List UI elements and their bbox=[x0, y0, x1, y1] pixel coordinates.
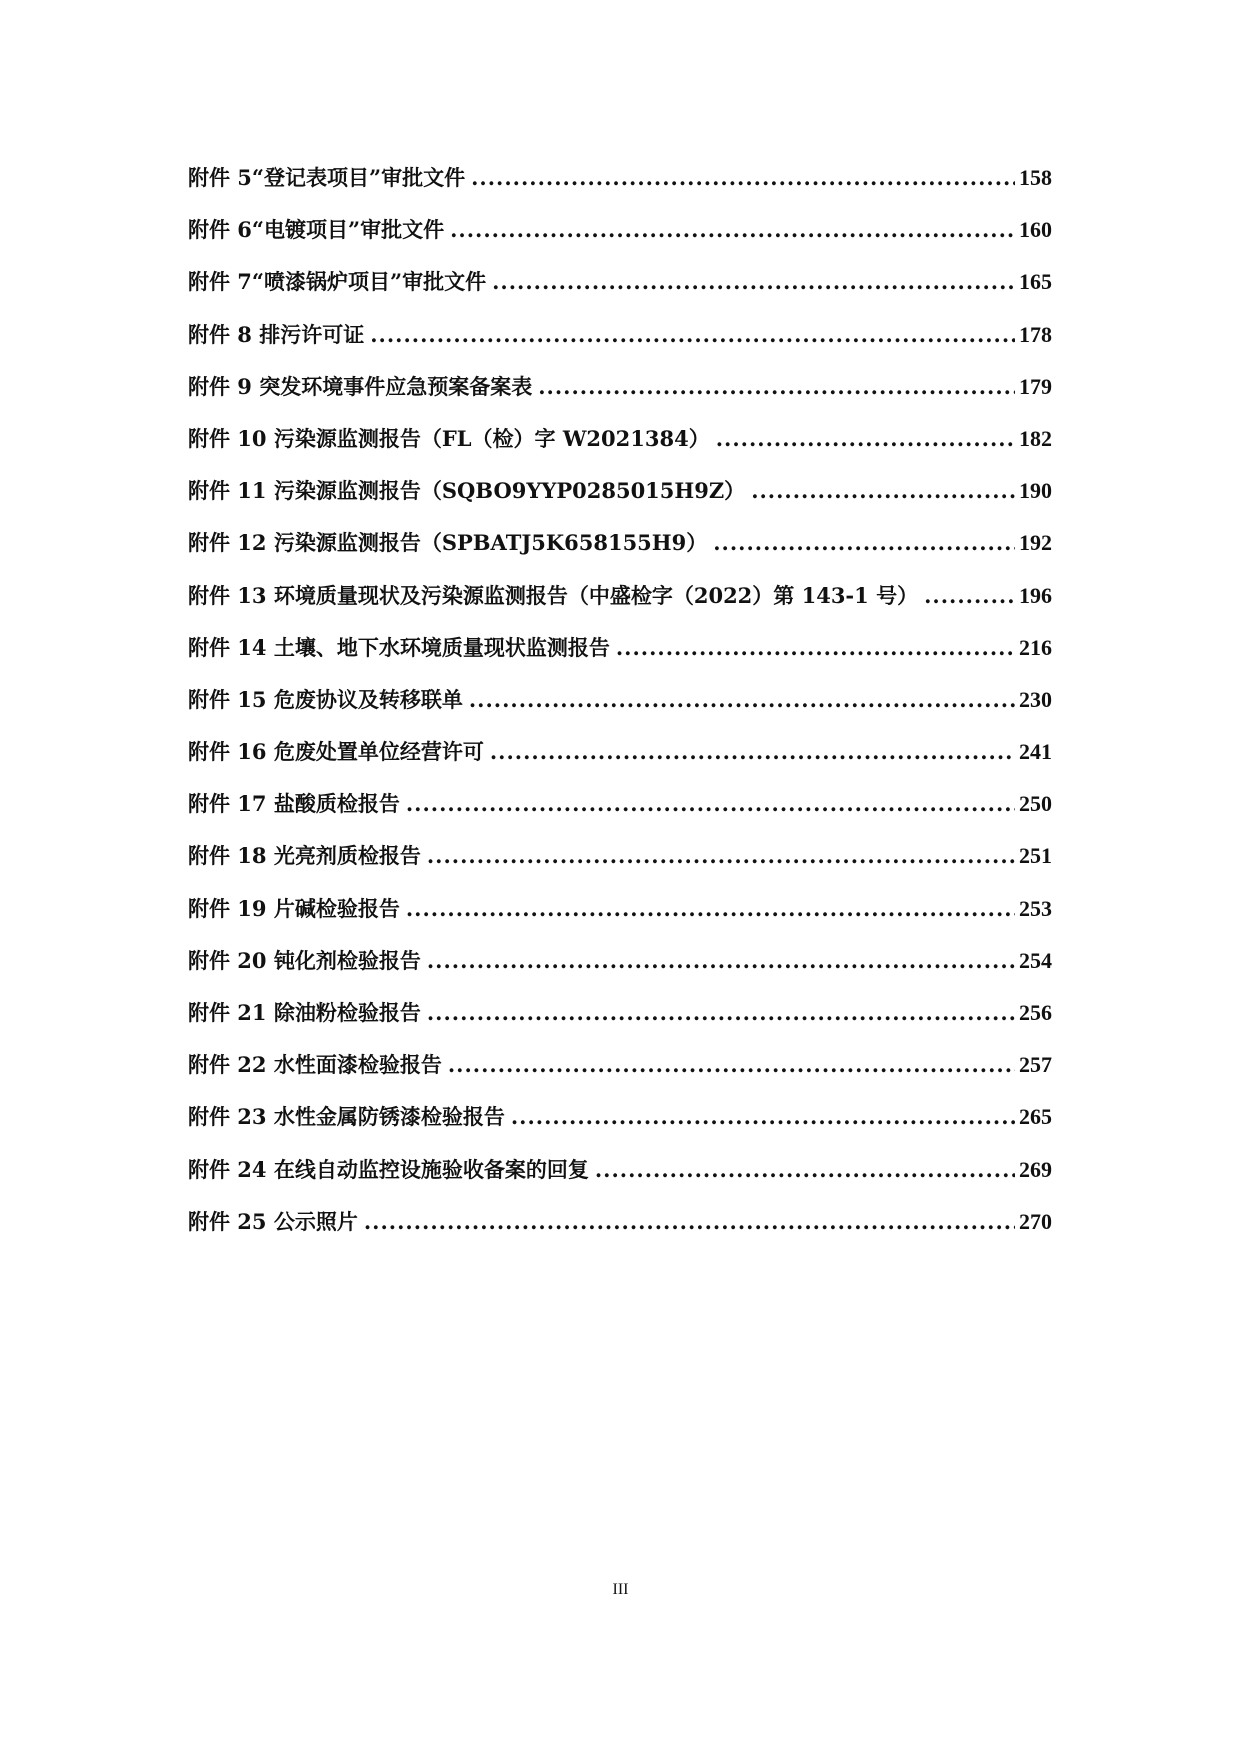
toc-entry-title: 附件 10 污染源监测报告（FL（检）字 W2021384） bbox=[188, 425, 710, 451]
toc-dot-leader bbox=[427, 1000, 1015, 1025]
toc-entry-title: 附件 9 突发环境事件应急预案备案表 bbox=[188, 373, 533, 399]
toc-entry-page: 254 bbox=[1019, 947, 1052, 973]
toc-entry-page: 182 bbox=[1019, 425, 1052, 451]
toc-entry[interactable] bbox=[188, 788, 1052, 840]
toc-entry-page: 190 bbox=[1019, 478, 1052, 504]
toc-dot-leader bbox=[492, 269, 1015, 294]
toc-entry[interactable] bbox=[188, 371, 1052, 423]
toc-dot-leader bbox=[406, 791, 1015, 816]
toc-entry[interactable] bbox=[188, 423, 1052, 475]
toc-entry-page: 269 bbox=[1019, 1156, 1052, 1182]
toc-entry-title: 附件 24 在线自动监控设施验收备案的回复 bbox=[188, 1156, 589, 1182]
toc-entry-title: 附件 12 污染源监测报告（SPBATJ5K658155H9） bbox=[188, 530, 708, 556]
toc-entry[interactable] bbox=[188, 736, 1052, 788]
toc-entry[interactable] bbox=[188, 214, 1052, 266]
toc-entry-title: 附件 13 环境质量现状及污染源监测报告（中盛检字（2022）第 143-1 号） bbox=[188, 582, 919, 608]
toc-entry-page: 160 bbox=[1019, 217, 1052, 243]
toc-entry[interactable] bbox=[188, 580, 1052, 632]
toc-entry-page: 241 bbox=[1019, 739, 1052, 765]
toc-entry-page: 265 bbox=[1019, 1104, 1052, 1130]
toc-entry-title: 附件 14 土壤、地下水环境质量现状监测报告 bbox=[188, 634, 610, 660]
toc-entry-page: 256 bbox=[1019, 1000, 1052, 1025]
toc-entry-page: 253 bbox=[1019, 895, 1052, 921]
toc-entry[interactable] bbox=[188, 1154, 1052, 1206]
toc-dot-leader bbox=[595, 1157, 1015, 1182]
toc-dot-leader bbox=[469, 687, 1015, 712]
toc-entry-title: 附件 17 盐酸质检报告 bbox=[188, 791, 400, 817]
page-number: III bbox=[612, 1581, 629, 1598]
toc-entry-title: 附件 20 钝化剂检验报告 bbox=[188, 947, 421, 973]
toc-entry-page: 230 bbox=[1019, 686, 1052, 712]
toc-entry-title: 附件 25 公示照片 bbox=[188, 1208, 358, 1234]
toc-entry-title: 附件 16 危废处置单位经营许可 bbox=[188, 739, 484, 765]
toc-entry-title: 附件 15 危废协议及转移联单 bbox=[188, 686, 463, 712]
toc-entry[interactable] bbox=[188, 1049, 1052, 1101]
toc-dot-leader bbox=[616, 635, 1015, 660]
toc-entry-page: 179 bbox=[1019, 373, 1052, 399]
toc-dot-leader bbox=[370, 322, 1015, 347]
toc-entry[interactable] bbox=[188, 997, 1052, 1049]
table-of-contents bbox=[188, 162, 1052, 1258]
toc-dot-leader bbox=[538, 374, 1015, 399]
toc-entry-title: 附件 22 水性面漆检验报告 bbox=[188, 1052, 442, 1078]
toc-dot-leader bbox=[364, 1209, 1015, 1234]
toc-entry[interactable] bbox=[188, 527, 1052, 579]
toc-entry[interactable] bbox=[188, 319, 1052, 371]
toc-entry-title: 附件 6“电镀项目”审批文件 bbox=[188, 217, 445, 243]
toc-entry[interactable] bbox=[188, 684, 1052, 736]
toc-entry[interactable] bbox=[188, 893, 1052, 945]
toc-dot-leader bbox=[471, 165, 1015, 190]
toc-entry-title: 附件 18 光亮剂质检报告 bbox=[188, 843, 421, 869]
toc-entry[interactable] bbox=[188, 1101, 1052, 1153]
toc-entry-page: 165 bbox=[1019, 269, 1052, 295]
toc-entry-title: 附件 23 水性金属防锈漆检验报告 bbox=[188, 1104, 505, 1130]
toc-dot-leader bbox=[713, 530, 1015, 555]
toc-entry-page: 270 bbox=[1019, 1208, 1052, 1234]
toc-entry-title: 附件 8 排污许可证 bbox=[188, 321, 365, 347]
toc-entry-page: 192 bbox=[1019, 530, 1052, 556]
toc-entry[interactable] bbox=[188, 945, 1052, 997]
toc-entry[interactable] bbox=[188, 840, 1052, 892]
toc-entry-title: 附件 19 片碱检验报告 bbox=[188, 895, 400, 921]
toc-entry-title: 附件 11 污染源监测报告（SQBO9YYP0285015H9Z） bbox=[188, 478, 746, 504]
toc-entry[interactable] bbox=[188, 1206, 1052, 1258]
toc-dot-leader bbox=[450, 217, 1015, 242]
toc-dot-leader bbox=[716, 426, 1015, 451]
toc-entry[interactable] bbox=[188, 162, 1052, 214]
toc-dot-leader bbox=[751, 478, 1015, 503]
toc-entry-title: 附件 21 除油粉检验报告 bbox=[188, 1000, 421, 1025]
toc-entry-page: 257 bbox=[1019, 1052, 1052, 1078]
toc-entry-page: 178 bbox=[1019, 321, 1052, 347]
toc-entry[interactable] bbox=[188, 266, 1052, 318]
toc-dot-leader bbox=[924, 583, 1015, 608]
toc-dot-leader bbox=[490, 739, 1015, 764]
toc-entry-title: 附件 7“喷漆锅炉项目”审批文件 bbox=[188, 269, 487, 295]
toc-dot-leader bbox=[511, 1104, 1015, 1129]
toc-entry-page: 251 bbox=[1019, 843, 1052, 869]
toc-dot-leader bbox=[427, 843, 1015, 868]
toc-entry-page: 250 bbox=[1019, 791, 1052, 817]
toc-entry-page: 158 bbox=[1019, 165, 1052, 190]
toc-dot-leader bbox=[448, 1052, 1015, 1077]
toc-entry[interactable] bbox=[188, 632, 1052, 684]
toc-dot-leader bbox=[406, 896, 1015, 921]
toc-entry-title: 附件 5“登记表项目”审批文件 bbox=[188, 165, 466, 190]
toc-entry[interactable] bbox=[188, 475, 1052, 527]
toc-dot-leader bbox=[427, 948, 1015, 973]
toc-entry-page: 216 bbox=[1019, 634, 1052, 660]
toc-entry-page: 196 bbox=[1019, 582, 1052, 608]
